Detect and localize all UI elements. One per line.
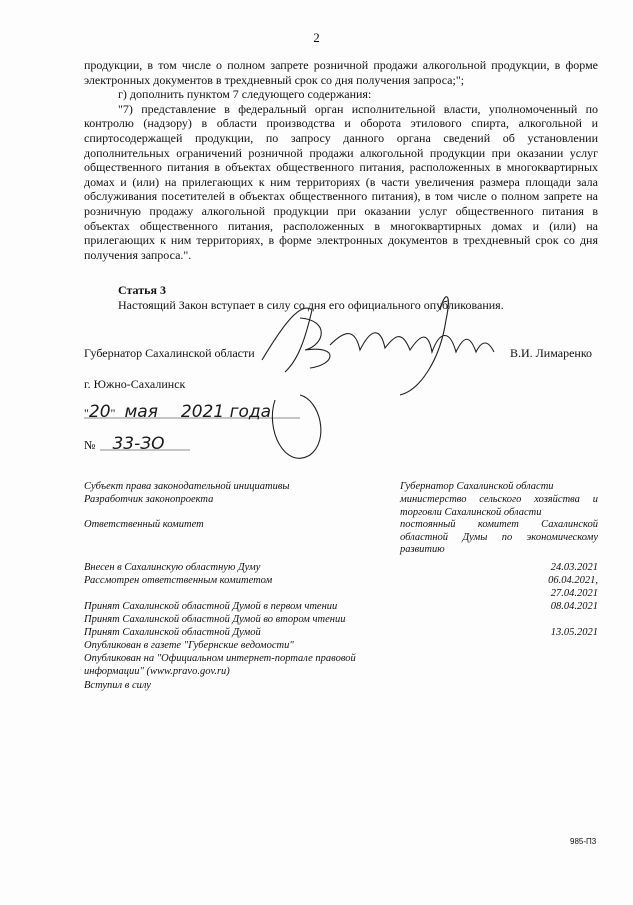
introduced-value: 24.03.2021 xyxy=(550,562,598,573)
reviewed-label: Рассмотрен ответственным комитетом xyxy=(84,575,273,586)
article-title: Статья 3 xyxy=(118,283,166,297)
published-portal: Опубликован на "Официальном интернет-портале правовой информации" (www.pravo.gov.ru) xyxy=(84,653,356,677)
date-month: мая xyxy=(124,402,158,422)
developer-label: Разработчик законопроекта xyxy=(84,494,214,505)
article-text: Настоящий Закон вступает в силу со дня его официального опубликования. xyxy=(118,297,504,312)
reviewed-value-1: 06.04.2021, xyxy=(548,575,598,586)
governor-position: Губернатор Сахалинской области xyxy=(84,346,255,360)
subject-label: Субъект права законодательной инициативы xyxy=(84,481,290,492)
paragraph-amendment-g: г) дополнить пунктом 7 следующего содержания: xyxy=(118,87,372,102)
date-year: 2021 года xyxy=(180,402,272,422)
adopted-label: Принят Сахалинской областной Думой xyxy=(84,627,261,638)
reviewed-value-2: 27.04.2021 xyxy=(550,588,598,599)
committee-value: постоянный комитет Сахалинской областной Думы по экономическому развитию xyxy=(400,519,598,556)
subject-value: Губернатор Сахалинской области xyxy=(400,481,554,492)
governor-name: В.И. Лимаренко xyxy=(510,346,593,360)
developer-value: министерство сельского хозяйства и торговли Сахалинской области xyxy=(400,494,598,518)
adopted-value: 13.05.2021 xyxy=(550,627,598,638)
signature-stroke xyxy=(262,297,494,395)
signing-city: г. Южно-Сахалинск xyxy=(84,377,186,391)
introduced-label: Внесен в Сахалинскую областную Думу xyxy=(84,562,261,573)
paragraph-item-7: "7) представление в федеральный орган исполнительной власти, уполномоченный по контролю (надзору) в области производства и оборота этилового спирта, алкогольной и спиртосодержащей продукции, по запросу данного органа сведений об установлении дополнительных ограничений розничной продажи алкогольной продукции при оказании услуг общественного питания в объектах общественного питания, расположенных в многоквартирных домах и (или) на прилегающих к ним территориях (в части увеличения размера площади зала обслуживания посетителей в объектах общественного питания), в том числе о полном запрете на розничную продажу алкогольной продукции при оказании услуг общественного питания в объектах общественного питания, расположенных в многоквартирных домах и (или) на прилегающих к ним территориях, в форме электронных документов в трехдневный срок со дня получения запроса.". xyxy=(84,101,598,262)
page-number: 2 xyxy=(313,30,320,45)
in-force-label: Вступил в силу xyxy=(84,680,151,691)
date-day: 20 xyxy=(88,402,111,422)
signing-date: "20" мая 2021 года xyxy=(84,402,272,422)
signature-loop xyxy=(272,395,321,458)
number-sign: № xyxy=(84,438,96,452)
second-reading-label: Принят Сахалинской областной Думой во втором чтении xyxy=(84,614,346,625)
number-value: 33-ЗО xyxy=(112,434,165,454)
first-reading-label: Принят Сахалинской областной Думой в первом чтении xyxy=(84,601,338,612)
first-reading-value: 08.04.2021 xyxy=(550,601,598,612)
paragraph-continuation: продукции, в том числе о полном запрете розничной продажи алкогольной продукции, в форме электронных документов в трехдневный срок со дня получения запроса;"; xyxy=(84,58,598,87)
published-newspaper: Опубликован в газете "Губернские ведомости" xyxy=(84,640,294,651)
document-code: 985-П3 xyxy=(570,837,597,846)
committee-label: Ответственный комитет xyxy=(84,519,204,530)
